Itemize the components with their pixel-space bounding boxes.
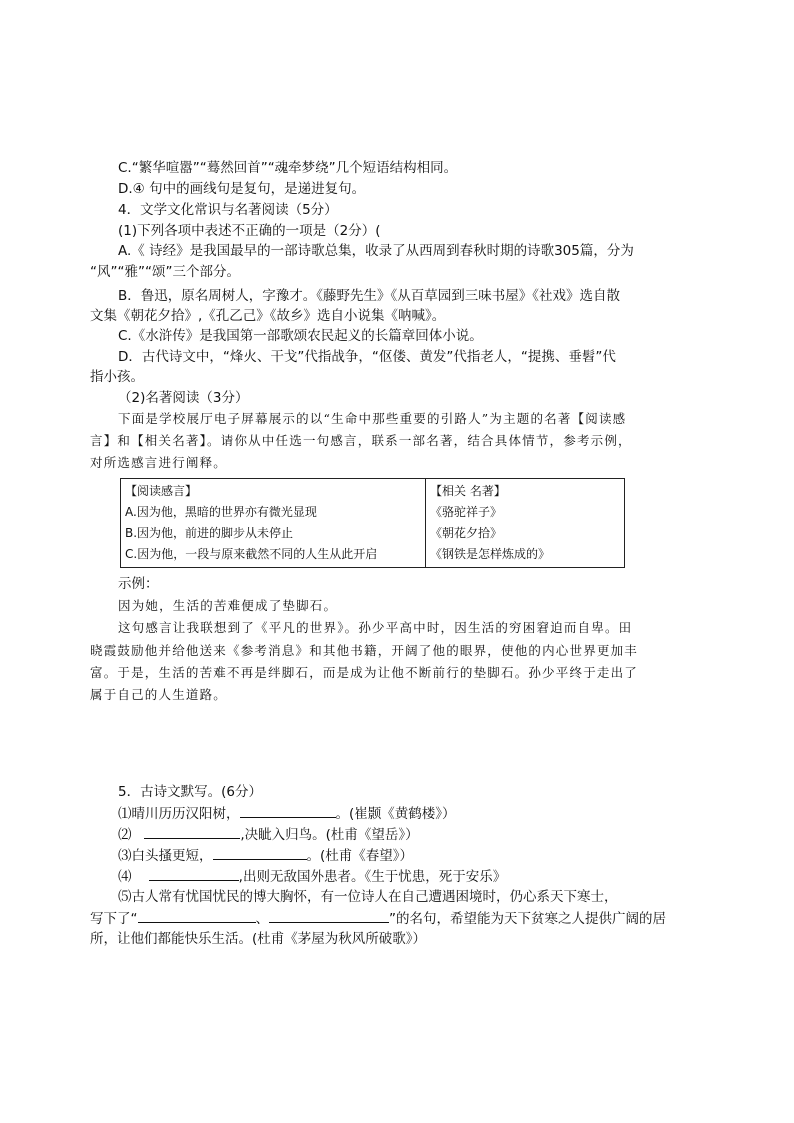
- q3-option-c: C.“繁华喧嚣”“蓦然回首”“魂牵梦绕”几个短语结构相同。: [118, 160, 458, 176]
- reading-table: [120, 478, 625, 568]
- related-book-1: 《骆驼祥子》: [430, 505, 503, 519]
- reading-comments-header: 【阅读感言】: [125, 484, 198, 498]
- q4-option-d-line2: 指小孩。: [90, 369, 144, 385]
- related-books-header: 【相关 名著】: [430, 484, 506, 498]
- q4-intro-line3: 对所选感言进行阐释。: [90, 455, 228, 470]
- q5-line1-text: ⑴晴川历历汉阳树，: [118, 806, 240, 822]
- q4-option-d-line1: D．古代诗文中，“烽火、干戈”代指战争，“伛偻、黄发”代指老人，“提携、垂髫”代: [118, 349, 616, 365]
- example-line1: 因为她，生活的苦难便成了垫脚石。: [118, 598, 338, 613]
- q5-line6-end: ”的名句，希望能为天下贫寒之人提供广阔的居: [389, 911, 666, 927]
- q5-line6-start: 写下了“: [90, 911, 138, 927]
- q4-sub2: （2)名著阅读（3分）: [118, 390, 249, 406]
- related-book-3: 《钢铁是怎样炼成的》: [430, 547, 551, 561]
- answer-blank-3[interactable]: [213, 845, 307, 860]
- q4-option-b-line2: 文集《朝花夕拾》,《孔乙己》《故乡》选自小说集《呐喊》。: [90, 308, 446, 324]
- q5-line4: [118, 866, 506, 887]
- example-line2: 这句感言让我联想到了《平凡的世界》。孙少平高中时，因生活的穷困窘迫而自卑。田: [118, 620, 633, 635]
- q4-option-c: C.《水浒传》是我国第一部歌颂农民起义的长篇章回体小说。: [118, 328, 483, 344]
- q5-heading: 5．古诗文默写。(6分）: [118, 784, 262, 800]
- answer-blank-2[interactable]: [144, 824, 240, 839]
- q5-line4-num: ⑷: [118, 869, 132, 885]
- q4-intro-line1: 下面是学校展厅电子屏幕展示的以“生命中那些重要的引路人”为主题的名著【阅读感: [118, 411, 627, 426]
- q5-line1: [118, 803, 456, 824]
- answer-blank-1[interactable]: [240, 803, 336, 818]
- example-line3: 晓霞鼓励他并给他送来《参考消息》和其他书籍，开阔了他的眼界，使他的内心世界更加丰: [90, 643, 639, 658]
- q5-line7: 所，让他们都能快乐生活。(杜甫《茅屋为秋风所破歌》）: [90, 931, 427, 947]
- q5-line4-text: ,出则无敌国外患者。《生于忧患，死于安乐》: [238, 869, 507, 885]
- reading-comments-cell: [121, 479, 426, 568]
- q5-line3-text: ⑶白头搔更短，: [118, 848, 213, 864]
- q5-line6-sep: 、: [255, 911, 269, 927]
- reading-comment-b: B.因为他，前进的脚步从未停止: [125, 526, 294, 540]
- q5-line1-source: 。(崔颢《黄鹤楼》）: [335, 806, 456, 822]
- q4-option-b-line1: B．鲁迅，原名周树人，字豫才。《藤野先生》《从百草园到三味书屋》《社戏》选自散: [118, 288, 621, 304]
- q5-line2-num: ⑵: [118, 827, 132, 843]
- q4-option-a-line1: A.《 诗经》是我国最早的一部诗歌总集，收录了从西周到春秋时期的诗歌305篇，分为: [118, 243, 634, 259]
- q5-line6: [90, 908, 666, 929]
- example-line4: 富。于是，生活的苦难不再是绊脚石，而是成为让他不断前行的垫脚石。孙少平终于走出了: [90, 665, 639, 680]
- example-label: 示例：: [118, 576, 159, 592]
- q4-sub1: (1)下列各项中表述不正确的一项是（2分）(: [118, 223, 381, 239]
- example-line5: 属于自己的人生道路。: [90, 687, 228, 702]
- q5-line2-text: ,决眦入归鸟。(杜甫《望岳》）: [240, 827, 419, 843]
- related-book-2: 《朝花夕拾》: [430, 526, 503, 540]
- related-books-cell: [426, 479, 625, 568]
- q5-line2: [118, 824, 419, 845]
- q5-line3-source: 。(杜甫《春望》）: [306, 848, 414, 864]
- reading-comment-c: C.因为他，一段与原来截然不同的人生从此开启: [125, 547, 378, 561]
- q5-line5: ⑸古人常有忧国忧民的博大胸怀，有一位诗人在自己遭遇困境时，仍心系天下寒士，: [118, 889, 618, 905]
- answer-blank-4[interactable]: [149, 866, 239, 881]
- q3-option-d: D.④ 句中的画线句是复句，是递进复句。: [118, 181, 366, 197]
- reading-comment-a: A.因为他，黑暗的世界亦有微光显现: [125, 505, 317, 519]
- q5-line3: [118, 845, 413, 866]
- answer-blank-6[interactable]: [269, 908, 389, 923]
- q4-heading: 4．文学文化常识与名著阅读（5分）: [118, 202, 338, 218]
- q4-intro-line2: 言】和【相关名著】。请你从中任选一句感言，联系一部名著，结合具体情节，参考示例，: [90, 433, 632, 448]
- answer-blank-5[interactable]: [138, 908, 256, 923]
- q4-option-a-line2: “风”“雅”“颂”三个部分。: [90, 264, 240, 280]
